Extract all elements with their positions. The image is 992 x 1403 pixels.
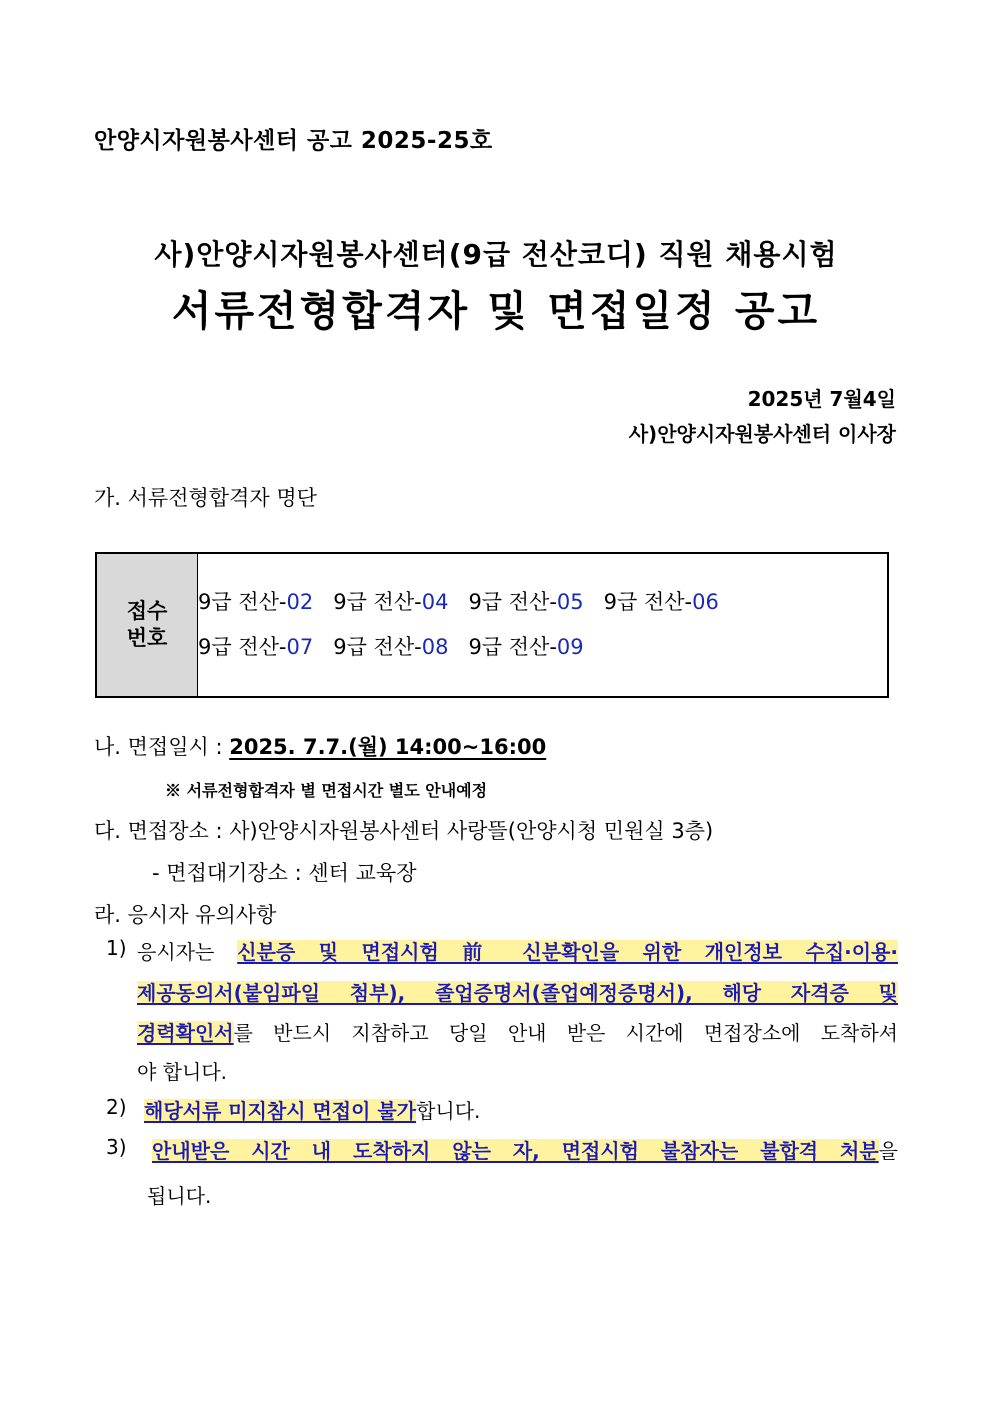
notice-number: 안양시자원봉사센터 공고 2025-25호 (94, 128, 493, 154)
applicant-id: 9급 전산-08 (333, 635, 449, 659)
table-header-cell (96, 553, 198, 697)
notice-date: 2025년 7월4일 (747, 387, 896, 411)
applicant-id: 9급 전산-02 (198, 590, 314, 614)
applicant-row (198, 625, 887, 670)
table-header-line2: 번호 (126, 626, 168, 650)
interview-time-note: ※ 서류전형합격자 별 면접시간 별도 안내예정 (165, 781, 488, 800)
item-number: 2) (106, 1095, 127, 1119)
applicant-id: 9급 전산-05 (468, 590, 584, 614)
applicant-id: 9급 전산-04 (333, 590, 449, 614)
applicant-id: 9급 전산-09 (468, 635, 584, 659)
applicant-row (198, 580, 887, 625)
section-da-heading: 다. 면접장소 : 사)안양시자원봉사센터 사랑뜰(안양시청 민원실 3층) (94, 819, 714, 843)
interview-datetime-value: 2025. 7.7.(월) 14:00~16:00 (229, 735, 547, 759)
item3-line1: 안내받은 시간 내 도착하지 않는 자, 면접시험 불참자는 불합격 처분을 (152, 1139, 898, 1163)
table-header-line1: 접수 (126, 599, 168, 623)
document-title-line2: 서류전형합격자 및 면접일정 공고 (171, 287, 821, 335)
applicant-id: 9급 전산-06 (603, 590, 719, 614)
document-title-line1: 사)안양시자원봉사센터(9급 전산코디) 직원 채용시험 (154, 238, 838, 271)
interview-datetime-label: 나. 면접일시 : (94, 735, 230, 759)
applicant-id: 9급 전산-07 (198, 635, 314, 659)
item-number: 3) (106, 1135, 127, 1159)
item-number: 1) (106, 936, 127, 960)
issuer: 사)안양시자원봉사센터 이사장 (628, 422, 896, 446)
item1-line1: 응시자는 신분증 및 면접시험 前 신분확인을 위한 개인정보 수집·이용· (137, 940, 898, 964)
applicant-list-cell (198, 553, 889, 697)
item1-line4: 야 합니다. (137, 1060, 227, 1084)
section-ra-heading: 라. 응시자 유의사항 (94, 903, 277, 927)
item3-line2: 됩니다. (147, 1184, 212, 1208)
section-na-heading (94, 731, 546, 761)
waiting-room-info: - 면접대기장소 : 센터 교육장 (152, 861, 417, 885)
passed-applicants-table (95, 552, 889, 698)
item1-line3: 경력확인서를 반드시 지참하고 당일 안내 받은 시간에 면접장소에 도착하셔 (137, 1021, 898, 1045)
section-ga-heading: 가. 서류전형합격자 명단 (94, 486, 317, 510)
item1-line2: 제공동의서(붙임파일 첨부), 졸업증명서(졸업예정증명서), 해당 자격증 및 (137, 981, 898, 1005)
item2-text: 해당서류 미지참시 면접이 불가합니다. (144, 1099, 481, 1123)
